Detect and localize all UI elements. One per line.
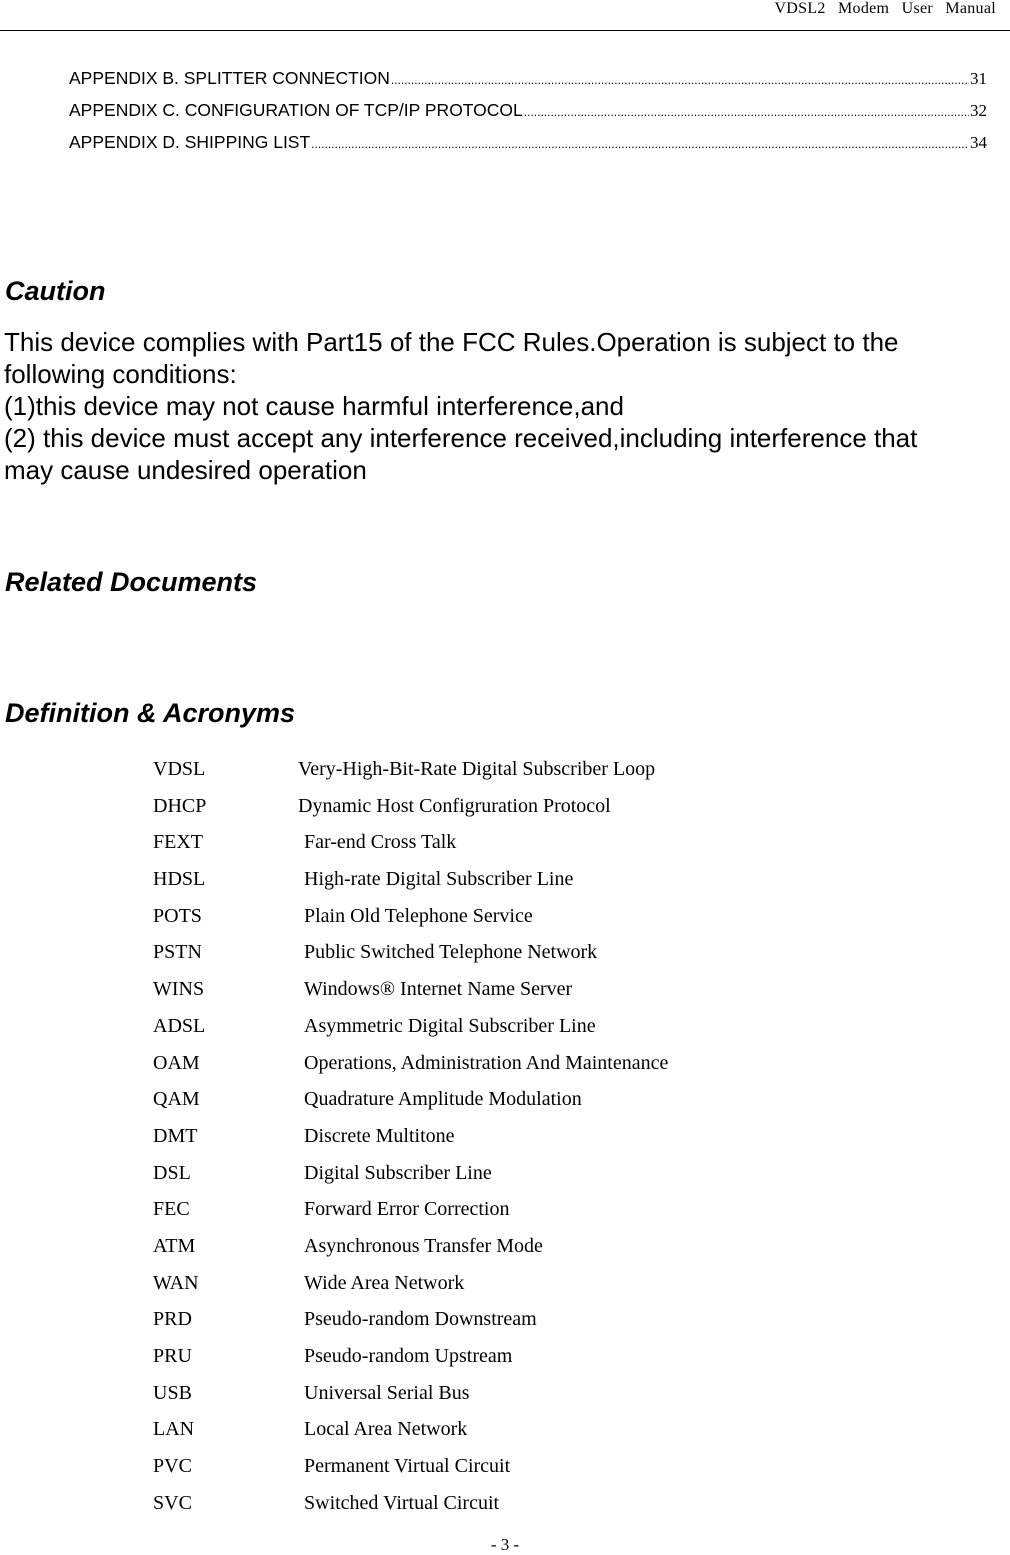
acronym-row	[153, 1338, 853, 1375]
toc-entry-title: APPENDIX B. SPLITTER CONNECTION	[69, 68, 390, 88]
acronym-definition: Universal Serial Bus	[304, 1381, 470, 1404]
caution-line: may cause undesired operation	[4, 455, 367, 485]
acronym-definition: Asymmetric Digital Subscriber Line	[304, 1014, 596, 1037]
acronym-row	[153, 861, 853, 898]
toc-entry-page: 34	[970, 133, 987, 152]
related-documents-heading: Related Documents	[5, 567, 258, 597]
acronym-row	[153, 1375, 853, 1412]
acronym-row	[153, 898, 853, 935]
acronym-row	[153, 1411, 853, 1448]
acronym-row	[153, 824, 853, 861]
acronym-row	[153, 1301, 853, 1338]
acronym-term: DHCP	[153, 794, 207, 817]
acronym-term: USB	[153, 1381, 192, 1404]
acronym-term: WAN	[153, 1271, 199, 1294]
toc-entry-title: APPENDIX D. SHIPPING LIST	[69, 132, 311, 152]
acronym-definition: Pseudo-random Upstream	[304, 1345, 513, 1367]
acronym-definition: Discrete Multitone	[304, 1124, 455, 1147]
caution-text	[4, 326, 1004, 486]
acronym-definition: Operations, Administration And Maintenance	[304, 1051, 669, 1074]
toc-entry[interactable]	[69, 68, 987, 100]
acronym-row	[153, 1485, 853, 1522]
acronym-definition: High-rate Digital Subscriber Line	[304, 868, 574, 891]
acronym-term: FEC	[153, 1198, 190, 1221]
acronym-definition: Asynchronous Transfer Mode	[304, 1234, 543, 1257]
acronym-row	[153, 1448, 853, 1485]
toc-entry-title: APPENDIX C. CONFIGURATION OF TCP/IP PROTOCOL	[69, 100, 523, 120]
acronym-definition: Pseudo-random Downstream	[304, 1308, 537, 1331]
acronym-row	[153, 1191, 853, 1228]
caution-line: This device complies with Part15 of the FCC Rules.Operation is subject to the	[4, 327, 899, 357]
acronym-definition: Forward Error Correction	[304, 1198, 510, 1221]
page-number: - 3 -	[490, 1535, 520, 1554]
acronym-term: LAN	[153, 1418, 195, 1441]
acronym-row	[153, 1155, 853, 1192]
header-title: VDSL2 Modem User Manual	[774, 0, 996, 17]
acronym-definition: Dynamic Host Configruration Protocol	[298, 794, 611, 817]
caution-heading: Caution	[5, 276, 106, 306]
toc-entry[interactable]	[69, 132, 987, 164]
acronym-definition: Digital Subscriber Line	[304, 1161, 492, 1184]
acronym-row	[153, 1265, 853, 1302]
toc-entry[interactable]	[69, 100, 987, 132]
acronym-row	[153, 1045, 853, 1082]
acronym-list	[153, 751, 853, 1521]
acronym-definition: Switched Virtual Circuit	[304, 1491, 500, 1514]
acronym-row	[153, 1118, 853, 1155]
acronym-term: SVC	[153, 1491, 192, 1514]
acronym-term: DMT	[153, 1124, 198, 1147]
toc-entry-page: 31	[970, 69, 987, 88]
caution-line: (1)this device may not cause harmful interference,and	[4, 391, 624, 421]
acronym-term: ATM	[153, 1234, 196, 1257]
acronym-row	[153, 751, 853, 788]
definitions-heading: Definition & Acronyms	[5, 698, 296, 728]
acronym-definition: Far-end Cross Talk	[304, 831, 457, 854]
acronym-term: FEXT	[153, 831, 203, 854]
acronym-term: WINS	[153, 978, 205, 1001]
acronym-definition: Very-High-Bit-Rate Digital Subscriber Loop	[298, 758, 656, 780]
acronym-term: ADSL	[153, 1014, 206, 1037]
acronym-term: PSTN	[153, 941, 202, 964]
acronym-term: OAM	[153, 1051, 200, 1074]
acronym-row	[153, 788, 853, 825]
acronym-row	[153, 1228, 853, 1265]
acronym-term: HDSL	[153, 868, 206, 891]
acronym-term: QAM	[153, 1088, 200, 1111]
acronym-definition: Plain Old Telephone Service	[304, 904, 533, 927]
acronym-definition: Windows® Internet Name Server	[304, 978, 573, 1001]
acronym-term: POTS	[153, 904, 202, 927]
acronym-term: PRU	[153, 1345, 192, 1367]
acronym-term: VDSL	[153, 758, 206, 780]
acronym-row	[153, 971, 853, 1008]
table-of-contents	[69, 68, 987, 164]
acronym-row	[153, 1008, 853, 1045]
toc-leader-dots	[311, 137, 969, 151]
toc-leader-dots	[391, 73, 969, 87]
toc-leader-dots	[524, 105, 969, 119]
toc-entry-page: 32	[970, 101, 987, 120]
page-header	[0, 0, 1010, 31]
acronym-term: PRD	[153, 1308, 192, 1331]
acronym-definition: Local Area Network	[304, 1418, 468, 1441]
acronym-row	[153, 934, 853, 971]
caution-line: following conditions:	[4, 359, 237, 389]
acronym-term: PVC	[153, 1455, 192, 1478]
acronym-definition: Permanent Virtual Circuit	[304, 1455, 511, 1478]
acronym-definition: Public Switched Telephone Network	[304, 941, 598, 964]
acronym-term: DSL	[153, 1161, 191, 1184]
acronym-row	[153, 1081, 853, 1118]
acronym-definition: Wide Area Network	[304, 1271, 465, 1294]
caution-line: (2) this device must accept any interference received,including interference that	[4, 423, 918, 453]
acronym-definition: Quadrature Amplitude Modulation	[304, 1088, 582, 1111]
